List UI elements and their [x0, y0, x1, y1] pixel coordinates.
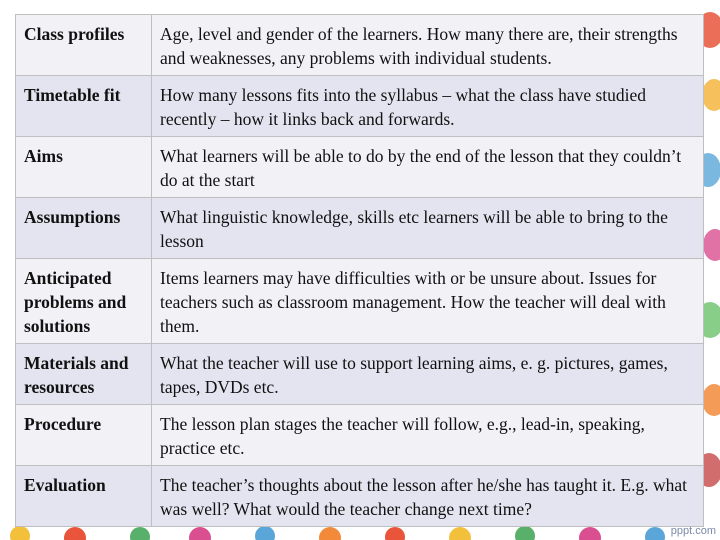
- row-description: The lesson plan stages the teacher will follow, e.g., lead-in, speaking, practice etc.: [152, 405, 704, 466]
- table-row: [16, 15, 704, 76]
- row-term: Anticipated problems and solutions: [16, 259, 152, 344]
- row-term: Evaluation: [16, 466, 152, 527]
- table-row: [16, 344, 704, 405]
- row-term: Assumptions: [16, 198, 152, 259]
- lesson-plan-table: [15, 14, 704, 527]
- table-row: [16, 76, 704, 137]
- row-description: How many lessons fits into the syllabus – what the class have studied recently – how it links back and forwards.: [152, 76, 704, 137]
- row-description: What the teacher will use to support learning aims, e. g. pictures, games, tapes, DVDs etc.: [152, 344, 704, 405]
- table-row: [16, 405, 704, 466]
- row-term: Materials and resources: [16, 344, 152, 405]
- watermark: pppt.com: [670, 525, 716, 537]
- row-term: Procedure: [16, 405, 152, 466]
- row-term: Aims: [16, 137, 152, 198]
- row-term: Timetable fit: [16, 76, 152, 137]
- row-term: Class profiles: [16, 15, 152, 76]
- row-description: What linguistic knowledge, skills etc learners will be able to bring to the lesson: [152, 198, 704, 259]
- row-description: The teacher’s thoughts about the lesson after he/she has taught it. E.g. what was well? What would the teacher change next time?: [152, 466, 704, 527]
- table-row: [16, 198, 704, 259]
- table-row: [16, 259, 704, 344]
- row-description: Items learners may have difficulties with or be unsure about. Issues for teachers such as classroom management. How the teacher will deal with them.: [152, 259, 704, 344]
- row-description: What learners will be able to do by the end of the lesson that they couldn’t do at the start: [152, 137, 704, 198]
- row-description: Age, level and gender of the learners. How many there are, their strengths and weaknesses, any problems with individual students.: [152, 15, 704, 76]
- table-row: [16, 137, 704, 198]
- table-row: [16, 466, 704, 527]
